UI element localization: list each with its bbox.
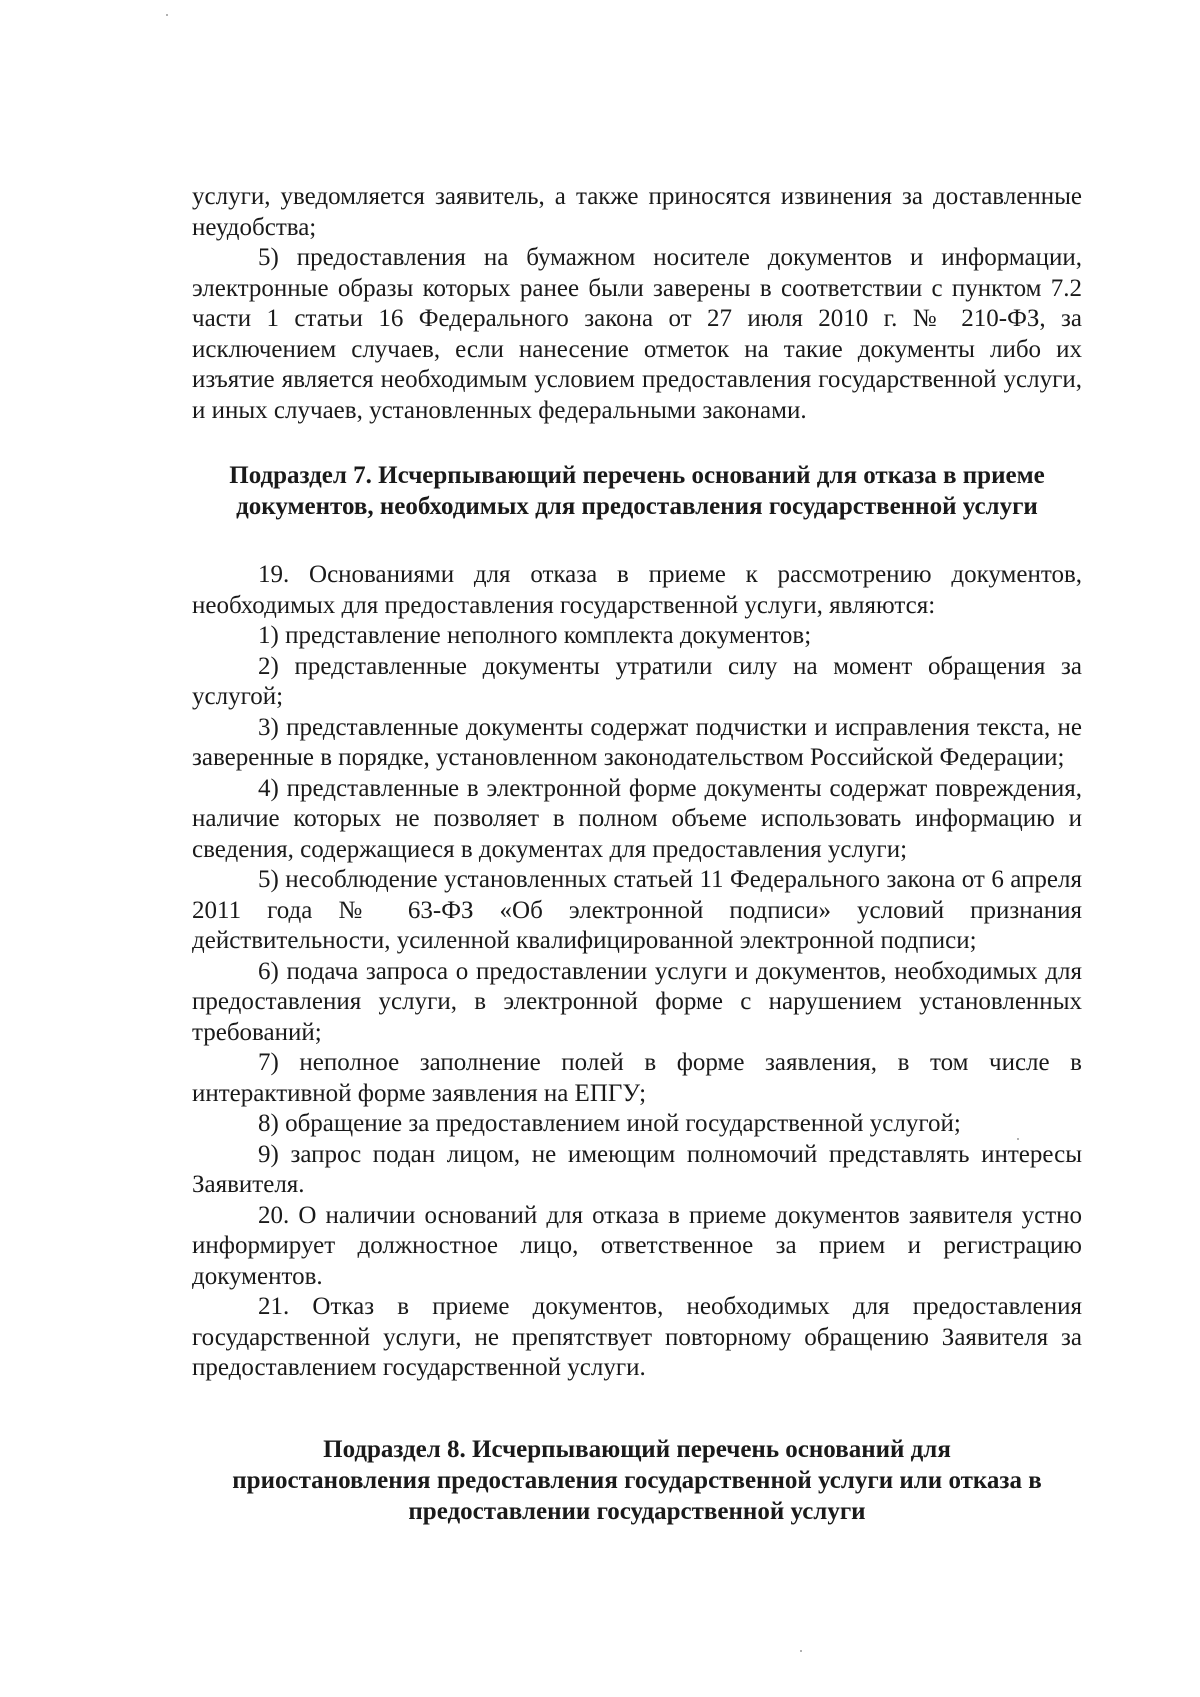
clause-19-item-9: 9) запрос подан лицом, не имеющим полномочий представлять интересы Заявителя. [192,1140,1082,1198]
subsection-8-heading-line-3: предоставлении государственной услуги [408,1497,866,1525]
clause-19-item-7: 7) неполное заполнение полей в форме заявления, в том числе в интерактивной форме заявления на ЕПГУ; [192,1049,1082,1107]
scan-speck [800,1650,802,1652]
clause-19-item-4: 4) представленные в электронной форме документы содержат повреждения, наличие которых не позволяет в полном объеме использовать информацию и сведения, содержащиеся в документах для предоставления услуги; [192,774,1082,863]
clause-19-intro: 19. Основаниями для отказа в приеме к рассмотрению документов, необходимых для предоставления государственной услуги, являются: [192,561,1082,619]
clause-20: 20. О наличии оснований для отказа в приеме документов заявителя устно информирует должностное лицо, ответственное за прием и регистрацию документов. [192,1201,1082,1290]
clause-19-item-1: 1) представление неполного комплекта документов; [258,622,812,649]
continuation-paragraph: услуги, уведомляется заявитель, а также приносятся извинения за доставленные неудобства; [192,183,1082,241]
clause-19-item-3: 3) представленные документы содержат подчистки и исправления текста, не заверенные в порядке, установленном законодательством Российской Федерации; [192,713,1082,771]
clause-19-item-8: 8) обращение за предоставлением иной государственной услугой; [258,1110,961,1137]
subsection-8-heading [192,1434,1082,1527]
clause-19-item-2: 2) представленные документы утратили силу на момент обращения за услугой; [192,652,1082,710]
clause-19-item-5: 5) несоблюдение установленных статьей 11 Федерального закона от 6 апреля 2011 года № 63-ФЗ «Об электронной подписи» условий признания действительности, усиленной квалифицированной электронной подписи; [192,866,1082,954]
scan-speck [166,14,168,16]
subsection-8-heading-line-1: Подраздел 8. Исчерпывающий перечень оснований для [323,1435,951,1463]
subsection-8-heading-line-2: приостановления предоставления государственной услуги или отказа в [232,1466,1042,1494]
document-body [192,182,1082,1527]
list-item-5-paper-documents: 5) предоставления на бумажном носителе документов и информации, электронные образы которых ранее были заверены в соответствии с пунктом 7.2 части 1 статьи 16 Федерального закона от 27 июля 2010 г. № 210-ФЗ, за исключением случаев, если нанесение отметок на такие документы либо их изъятие является необходимым условием предоставления государственной услуги, и иных случаев, установленных федеральными законами. [192,244,1082,424]
clause-19-item-6: 6) подача запроса о предоставлении услуги и документов, необходимых для предоставления услуги, в электронной форме с нарушением установленных требований; [192,957,1082,1046]
clause-21: 21. Отказ в приеме документов, необходимых для предоставления государственной услуги, не препятствует повторному обращению Заявителя за предоставлением государственной услуги. [192,1293,1082,1381]
subsection-7-heading: Подраздел 7. Исчерпывающий перечень оснований для отказа в приеме документов, необходимых для предоставления государственной услуги [229,462,1045,520]
